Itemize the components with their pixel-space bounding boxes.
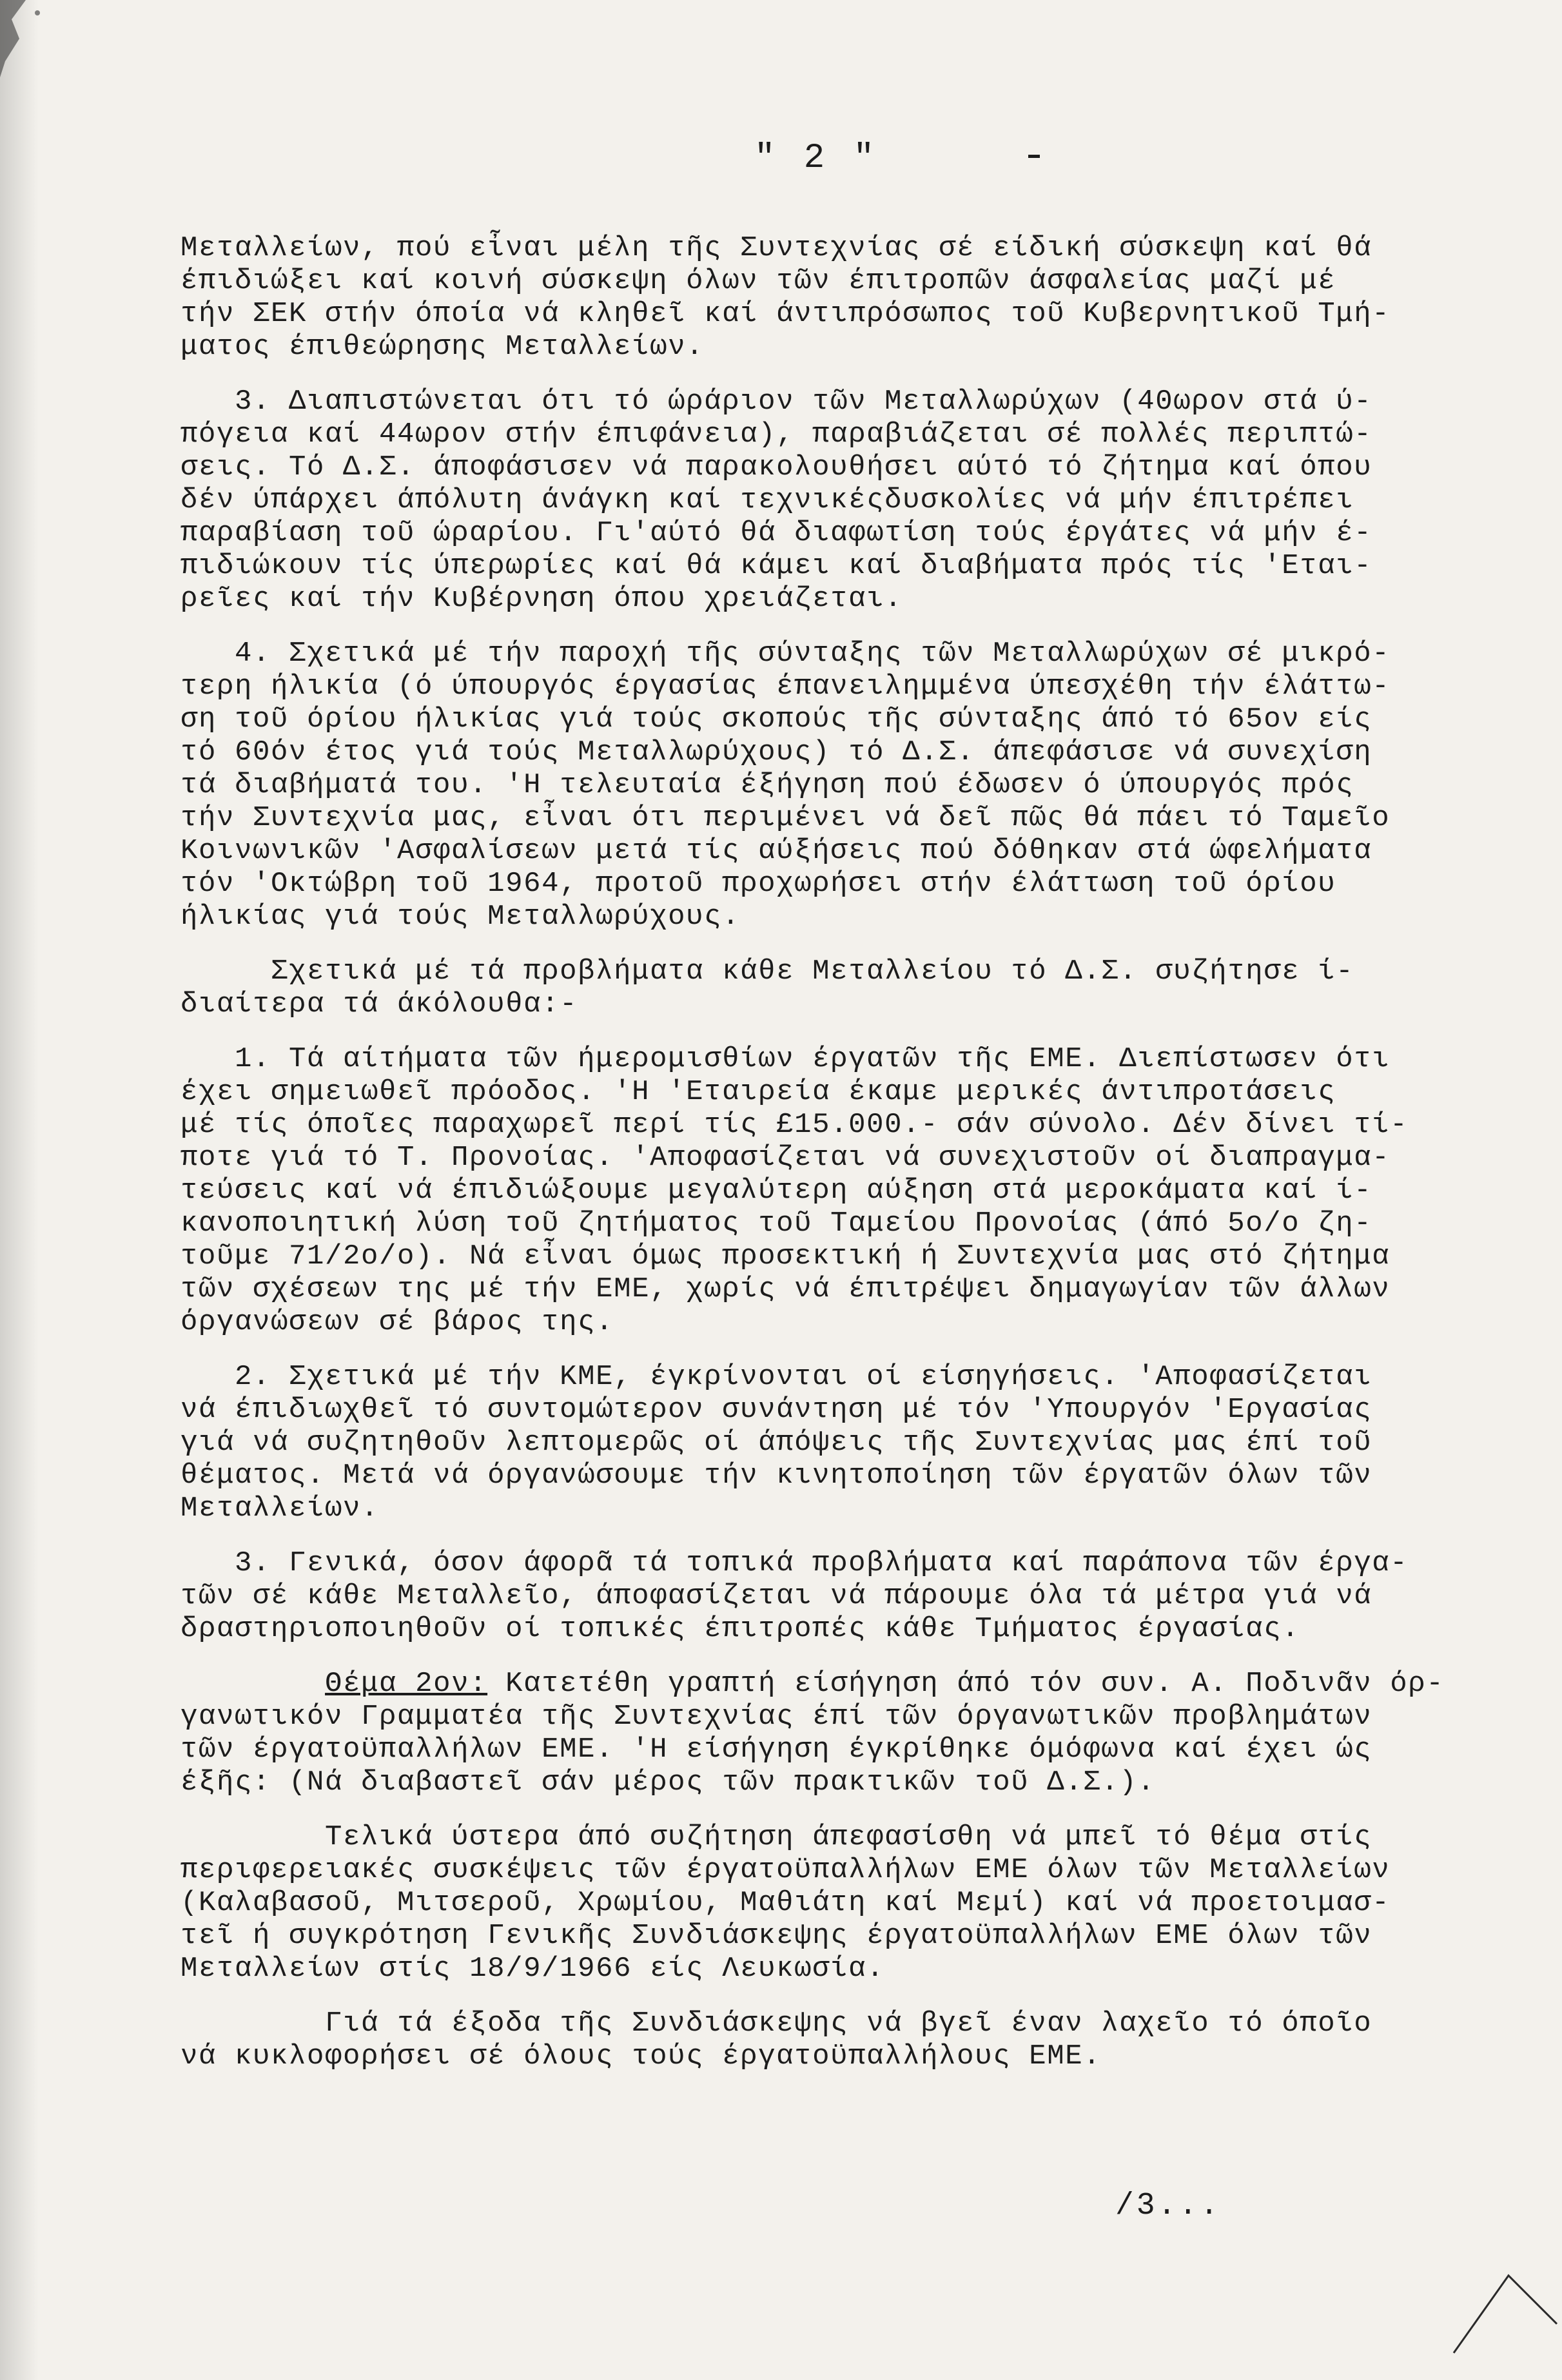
text-line: 3. Γενικά, όσον άφορᾶ τά τοπικά προβλήματα καί παράπονα τῶν έργα- xyxy=(181,1547,1409,1579)
text-line: τά διαβήματά του. 'Η τελευταία έξήγηση πού έδωσεν ό ύπουργός πρός xyxy=(181,769,1354,801)
text-line: 1. Τά αίτήματα τῶν ήμερομισθίων έργατῶν τῆς ΕΜΕ. Διεπίστωσεν ότι xyxy=(181,1043,1391,1075)
paragraph-conference xyxy=(181,1821,1502,1985)
text-line: τό 60όν έτος γιά τούς Μεταλλωρύχους) τό Δ.Σ. άπεφάσισε νά συνεχίση xyxy=(181,736,1372,768)
text-line: ρεῖες καί τήν Κυβέρνηση όπου χρειάζεται. xyxy=(181,583,903,615)
text-line: τῶν σέ κάθε Μεταλλεῖο, άποφασίζεται νά πάρουμε όλα τά μέτρα γιά νά xyxy=(181,1580,1372,1612)
text-line: τῶν σχέσεων της μέ τήν ΕΜΕ, χωρίς νά έπιτρέψει δημαγωγίαν τῶν άλλων xyxy=(181,1273,1391,1305)
scan-edge-shadow xyxy=(0,0,39,2380)
scan-corner-mark xyxy=(0,0,58,77)
paragraph-1 xyxy=(181,232,1502,364)
paragraph-lottery xyxy=(181,2007,1502,2073)
text-line: κανοποιητική λύση τοῦ ζητήματος τοῦ Ταμείου Προνοίας (άπό 5ο/ο ζη- xyxy=(181,1207,1372,1240)
text-line xyxy=(181,1668,1502,1701)
text-line: έξῆς: (Νά διαβαστεῖ σάν μέρος τῶν πρακτικῶν τοῦ Δ.Σ.). xyxy=(181,1766,1156,1799)
text-line: Τελικά ύστερα άπό συζήτηση άπεφασίσθη νά μπεῖ τό θέμα στίς xyxy=(181,1821,1372,1853)
paragraph-topic-2 xyxy=(181,1668,1502,1799)
text-line: Γιά τά έξοδα τῆς Συνδιάσκεψης νά βγεῖ έναν λαχεῖο τό όποῖο xyxy=(181,2007,1372,2040)
text-line: πόγεια καί 44ωρον στήν έπιφάνεια), παραβιάζεται σέ πολλές περιπτώ- xyxy=(181,418,1372,451)
text-line: όργανώσεων σέ βάρος της. xyxy=(181,1306,614,1338)
document-body xyxy=(181,232,1502,2073)
text-line: διαίτερα τά άκόλουθα:- xyxy=(181,988,578,1020)
text-line: ήλικίας γιά τούς Μεταλλωρύχους. xyxy=(181,901,741,933)
text-line: μέ τίς όποῖες παραχωρεῖ περί τίς £15.000.- σάν σύνολο. Δέν δίνει τί- xyxy=(181,1109,1409,1141)
text-line: (Καλαβασοῦ, Μιτσεροῦ, Χρωμίου, Μαθιάτη καί Μεμί) καί νά προετοιμασ- xyxy=(181,1887,1391,1919)
continuation-marker: /3... xyxy=(1115,2189,1222,2223)
text-line: ματος έπιθεώρησης Μεταλλείων. xyxy=(181,331,705,363)
text-line: δραστηριοποιηθοῦν οί τοπικές έπιτροπές κάθε Τμήματος έργασίας. xyxy=(181,1613,1300,1645)
text-line: πιδιώκουν τίς ύπερωρίες καί θά κάμει καί διαβήματα πρός τίς 'Εται- xyxy=(181,550,1372,582)
text-line: έχει σημειωθεῖ πρόοδος. 'Η 'Εταιρεία έκαμε μερικές άντιπροτάσεις xyxy=(181,1076,1336,1108)
text-line: Μεταλλείων. xyxy=(181,1492,380,1525)
paragraph-kme xyxy=(181,1361,1502,1525)
text-line: περιφερειακές συσκέψεις τῶν έργατοϋπαλλήλων ΕΜΕ όλων τῶν Μεταλλείων xyxy=(181,1854,1391,1886)
text-line: τήν ΣΕΚ στήν όποία νά κληθεῖ καί άντιπρόσωπος τοῦ Κυβερνητικοῦ Τμή- xyxy=(181,298,1391,330)
text-line: νά έπιδιωχθεῖ τό συντομώτερον συνάντηση μέ τόν 'Υπουργόν 'Εργασίας xyxy=(181,1394,1372,1426)
text-line: τεῖ ή συγκρότηση Γενικῆς Συνδιάσκεψης έργατοϋπαλλήλων ΕΜΕ όλων τῶν xyxy=(181,1920,1372,1952)
text-line: Κοινωνικῶν 'Ασφαλίσεων μετά τίς αύξήσεις πού δόθηκαν στά ώφελήματα xyxy=(181,835,1372,867)
text-line: τῶν έργατοϋπαλλήλων ΕΜΕ. 'Η είσήγηση έγκρίθηκε όμόφωνα καί έχει ώς xyxy=(181,1733,1372,1766)
text-line: γανωτικόν Γραμματέα τῆς Συντεχνίας έπί τῶν όργανωτικῶν προβλημάτων xyxy=(181,1701,1372,1733)
text-line: δέν ύπάρχει άπόλυτη άνάγκη καί τεχνικέςδυσκολίες νά μήν έπιτρέπει xyxy=(181,484,1354,516)
text-line: ποτε γιά τό Τ. Προνοίας. 'Αποφασίζεται νά συνεχιστοῦν οί διαπραγμα- xyxy=(181,1142,1391,1174)
text-line: Μεταλλείων στίς 18/9/1966 είς Λευκωσία. xyxy=(181,1953,885,1985)
text-line: ση τοῦ όρίου ήλικίας γιά τούς σκοπούς τῆς σύνταξης άπό τό 65ον είς xyxy=(181,703,1372,736)
text-line: 4. Σχετικά μέ τήν παροχή τῆς σύνταξης τῶν Μεταλλωρύχων σέ μικρό- xyxy=(181,638,1391,670)
text-line: τήν Συντεχνία μας, εἶναι ότι περιμένει νά δεῖ πῶς θά πάει τό Ταμεῖο xyxy=(181,802,1391,834)
text-line: θέματος. Μετά νά όργανώσουμε τήν κινητοποίηση τῶν έργατῶν όλων τῶν xyxy=(181,1459,1372,1492)
topic-heading-continuation: Κατετέθη γραπτή είσήγηση άπό τόν συν. Α. Ποδινᾶν όρ- xyxy=(487,1668,1445,1700)
header-dash xyxy=(1028,155,1040,158)
paragraph-eme-demands xyxy=(181,1043,1502,1339)
paragraph-working-hours xyxy=(181,385,1502,616)
text-line: τοῦμε 71/2ο/ο). Νά εἶναι όμως προσεκτική ή Συντεχνία μας στό ζήτημα xyxy=(181,1240,1391,1273)
text-line: παραβίαση τοῦ ώραρίου. Γι'αύτό θά διαφωτίση τούς έργάτες νά μήν έ- xyxy=(181,517,1372,549)
text-line: τεύσεις καί νά έπιδιώξουμε μεγαλύτερη αύξηση στά μεροκάματα καί ί- xyxy=(181,1175,1372,1207)
text-line: Σχετικά μέ τά προβλήματα κάθε Μεταλλείου τό Δ.Σ. συζήτησε ί- xyxy=(181,955,1354,988)
topic-heading: Θέμα 2ον: xyxy=(325,1668,488,1700)
paragraph-pension xyxy=(181,638,1502,933)
paragraph-mine-problems-intro xyxy=(181,955,1502,1021)
text-line: σεις. Τό Δ.Σ. άποφάσισεν νά παρακολουθήσει αύτό τό ζήτημα καί όπου xyxy=(181,451,1372,483)
text-line: γιά νά συζητηθοῦν λεπτομερῶς οί άπόψεις τῆς Συντεχνίας μας έπί τοῦ xyxy=(181,1427,1372,1459)
text-line: 2. Σχετικά μέ τήν ΚΜΕ, έγκρίνονται οί είσηγήσεις. 'Αποφασίζεται xyxy=(181,1361,1372,1393)
text-line: 3. Διαπιστώνεται ότι τό ώράριον τῶν Μεταλλωρύχων (40ωρον στά ύ- xyxy=(181,385,1372,418)
text-line: νά κυκλοφορήσει σέ όλους τούς έργατοϋπαλλήλους ΕΜΕ. xyxy=(181,2040,1102,2073)
text-line: έπιδιώξει καί κοινή σύσκεψη όλων τῶν έπιτροπῶν άσφαλείας μαζί μέ xyxy=(181,265,1336,297)
text-line: Μεταλλείων, πού εἶναι μέλη τῆς Συντεχνίας σέ είδική σύσκεψη καί θά xyxy=(181,232,1372,264)
pen-mark xyxy=(1450,2263,1560,2359)
paragraph-local-problems xyxy=(181,1547,1502,1646)
page-number: " 2 " xyxy=(754,139,879,178)
text-line: τόν 'Οκτώβρη τοῦ 1964, προτοῦ προχωρήσει στήν έλάττωση τοῦ όρίου xyxy=(181,868,1336,900)
text-line: τερη ήλικία (ό ύπουργός έργασίας έπανειλημμένα ύπεσχέθη τήν έλάττω- xyxy=(181,670,1391,703)
